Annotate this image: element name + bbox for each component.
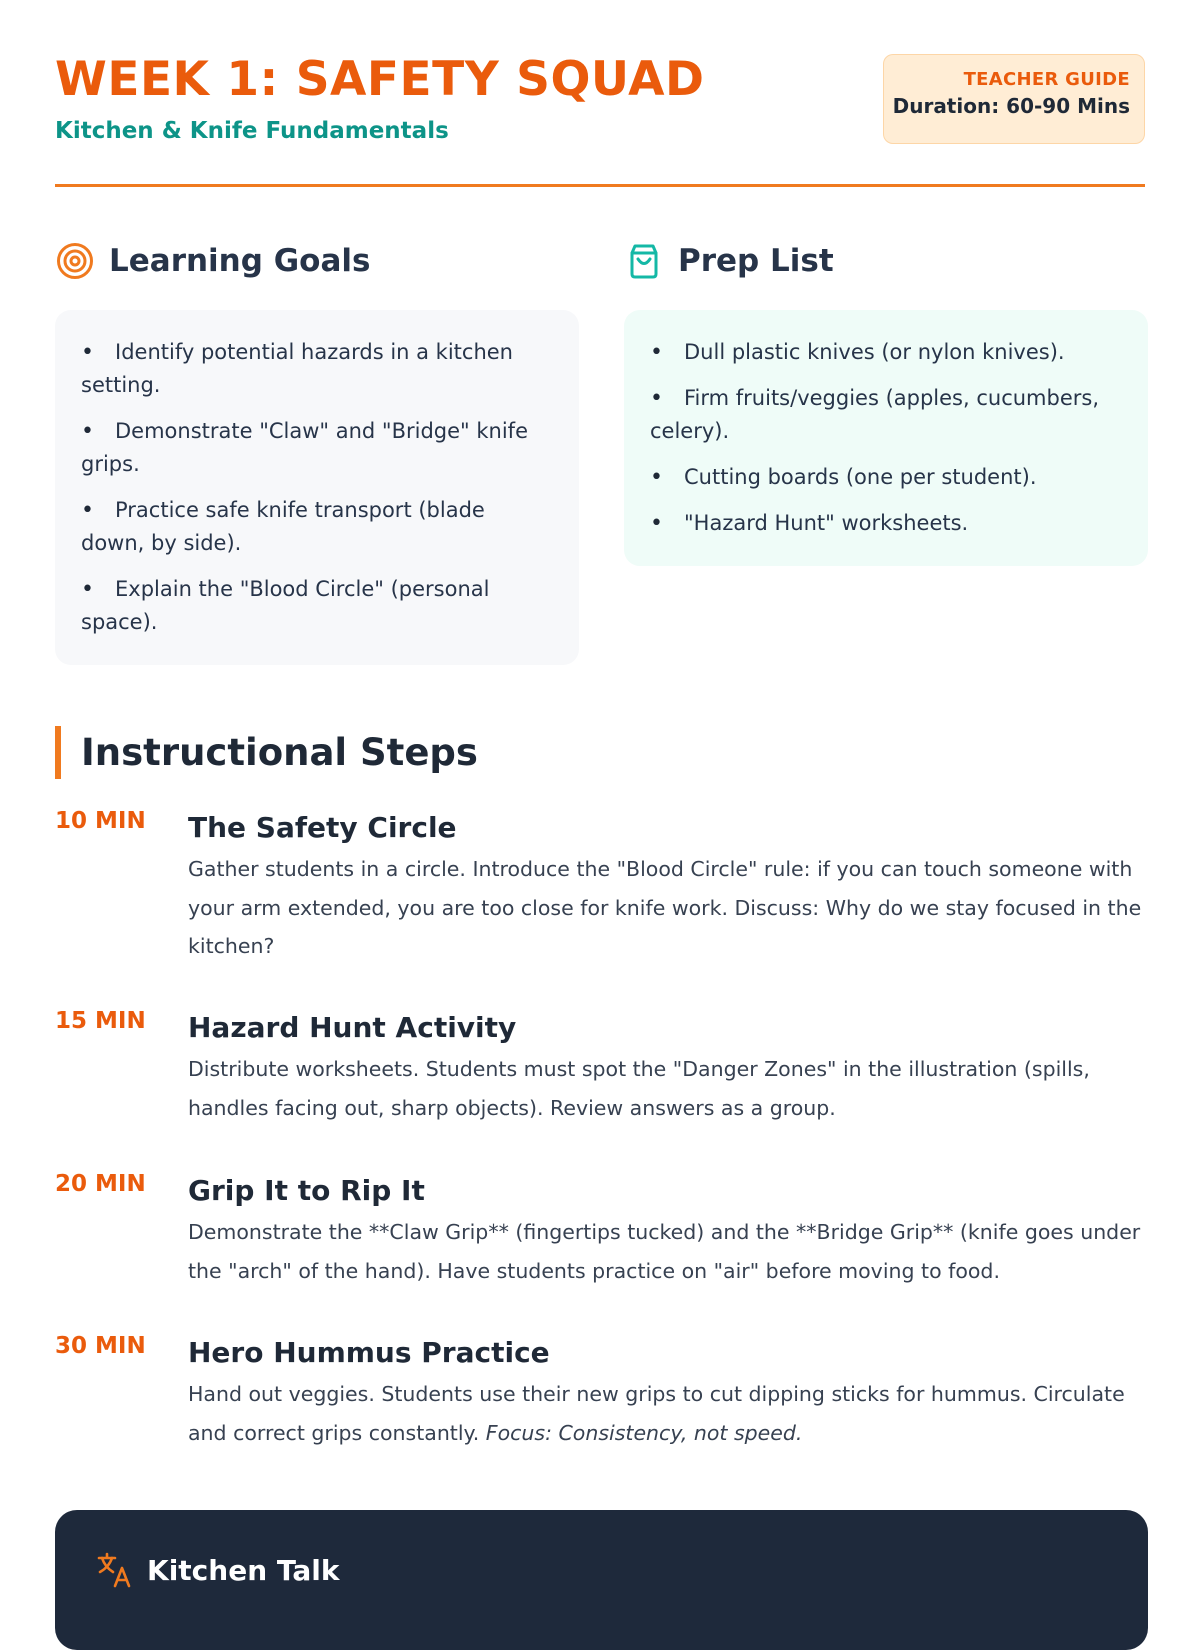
kitchen-talk-header xyxy=(95,1550,340,1590)
step-description-emphasis: Focus: Consistency, not speed. xyxy=(485,1420,803,1445)
teacher-guide-badge xyxy=(883,54,1145,144)
overview-columns xyxy=(55,236,1148,676)
translate-icon xyxy=(95,1550,135,1590)
step-description: Distribute worksheets. Students must spot the "Danger Zones" in the illustration (spills, handles facing out, sharp objects). Review answers as a group. xyxy=(188,1057,1090,1120)
step-time: 20 MIN xyxy=(55,1171,146,1197)
kitchen-talk-heading: Kitchen Talk xyxy=(147,1553,340,1587)
page-subtitle: Kitchen & Knife Fundamentals xyxy=(55,118,449,144)
step-body xyxy=(188,1008,1148,1127)
step-time: 10 MIN xyxy=(55,808,146,834)
prep-list-section xyxy=(624,236,1148,566)
step-title: Hero Hummus Practice xyxy=(188,1336,550,1369)
learning-goals-card xyxy=(55,310,579,665)
list-item: •Explain the "Blood Circle" (personal space). xyxy=(81,573,553,639)
step-description xyxy=(188,1375,1148,1452)
list-item: •"Hazard Hunt" worksheets. xyxy=(650,507,1122,540)
step-description: Gather students in a circle. Introduce the "Blood Circle" rule: if you can touch someone with your arm extended, you are too close for knife work. Discuss: Why do we stay focused in the kitchen? xyxy=(188,857,1142,958)
instructional-steps-heading: Instructional Steps xyxy=(81,731,478,774)
instructional-steps-header xyxy=(55,726,478,779)
learning-goals-list xyxy=(81,336,553,639)
list-item: •Identify potential hazards in a kitchen setting. xyxy=(81,336,553,402)
page-header xyxy=(55,0,1145,187)
learning-goals-header xyxy=(55,236,579,286)
shopping-bag-icon xyxy=(624,241,664,281)
list-item: •Firm fruits/veggies (apples, cucumbers, celery). xyxy=(650,382,1122,448)
prep-list xyxy=(650,336,1122,540)
list-item: •Dull plastic knives (or nylon knives). xyxy=(650,336,1122,369)
prep-list-heading: Prep List xyxy=(678,243,834,279)
duration-label: Duration: 60-90 Mins xyxy=(892,94,1130,118)
prep-list-header xyxy=(624,236,1148,286)
step-time: 15 MIN xyxy=(55,1008,146,1034)
step-description-text: Hand out veggies. Students use their new grips to cut dipping sticks for hummus. Circulate and correct grips constantly. xyxy=(188,1382,1125,1445)
prep-list-card xyxy=(624,310,1148,566)
target-icon xyxy=(55,241,95,281)
teacher-guide-label: TEACHER GUIDE xyxy=(963,69,1130,90)
step-title: Hazard Hunt Activity xyxy=(188,1011,517,1044)
step-body xyxy=(188,1171,1148,1290)
list-item: •Cutting boards (one per student). xyxy=(650,461,1122,494)
learning-goals-section xyxy=(55,236,579,665)
step-title: The Safety Circle xyxy=(188,811,457,844)
step-body xyxy=(188,808,1148,966)
step-body xyxy=(188,1333,1148,1452)
step-description: Demonstrate the **Claw Grip** (fingertips tucked) and the **Bridge Grip** (knife goes under the "arch" of the hand). Have students practice on "air" before moving to food. xyxy=(188,1220,1141,1283)
step-title: Grip It to Rip It xyxy=(188,1174,425,1207)
page-title: WEEK 1: SAFETY SQUAD xyxy=(55,52,705,107)
kitchen-talk-panel xyxy=(55,1510,1148,1650)
learning-goals-heading: Learning Goals xyxy=(109,243,371,279)
list-item: •Practice safe knife transport (blade down, by side). xyxy=(81,494,553,560)
step-time: 30 MIN xyxy=(55,1333,146,1359)
list-item: •Demonstrate "Claw" and "Bridge" knife grips. xyxy=(81,415,553,481)
